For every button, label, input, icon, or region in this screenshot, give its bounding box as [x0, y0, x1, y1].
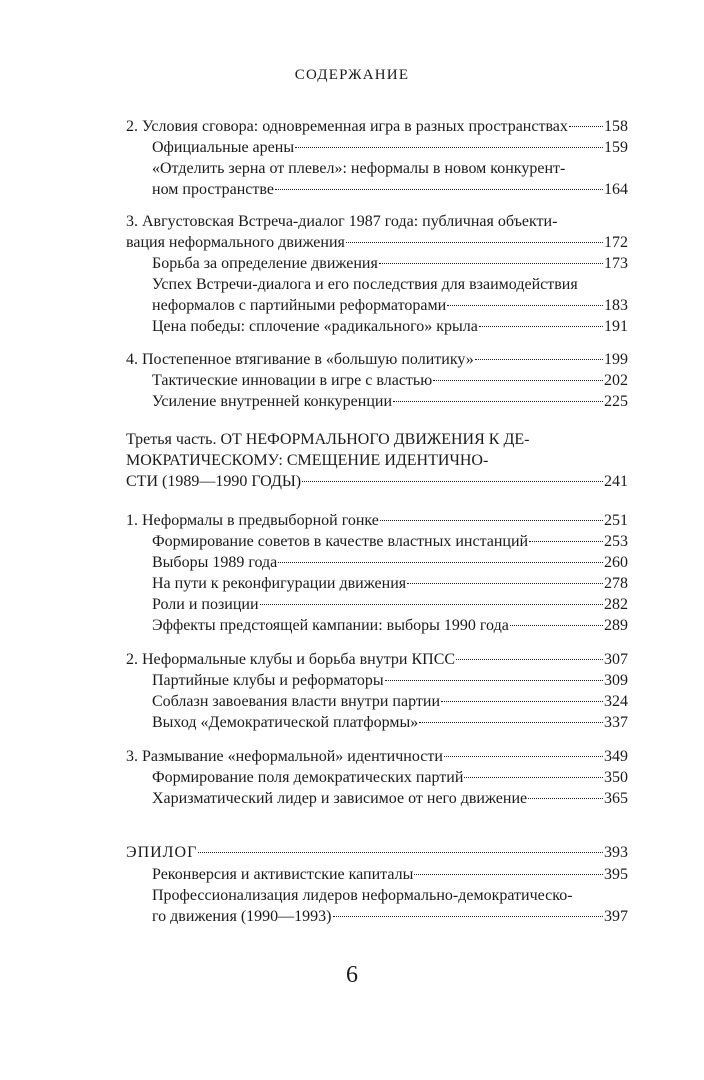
- toc-entry: [152, 573, 628, 595]
- toc-entry: [152, 179, 628, 201]
- toc-entry-page: 199: [604, 351, 628, 368]
- toc-entry-page: 225: [604, 393, 628, 410]
- toc-entry-title: ЭПИЛОГ: [126, 844, 198, 861]
- toc-entry-title: «Отделить зерна от плевел»: неформалы в новом конкурент-: [152, 160, 566, 177]
- toc-entry-title: Официальные арены: [152, 139, 295, 156]
- toc-entry-title: 2. Условия сговора: одновременная игра в разных пространствах: [126, 118, 568, 135]
- toc-entry-page: 251: [604, 512, 628, 529]
- dot-leader: [278, 561, 603, 563]
- dot-leader: [333, 915, 603, 917]
- toc-entry-page: 253: [604, 533, 628, 550]
- toc-entry-continued: [152, 158, 628, 180]
- toc-entry-title: СТИ (1989—1990 ГОДЫ): [126, 473, 302, 490]
- toc-entry-title: Формирование советов в качестве властных инстанций: [152, 533, 529, 550]
- toc-entry-title: 1. Неформалы в предвыборной гонке: [126, 512, 379, 529]
- dot-leader: [419, 721, 603, 723]
- toc-entry-title: Выход «Демократической платформы»: [152, 714, 419, 731]
- toc-entry: [152, 391, 628, 413]
- toc-entry-title: 2. Неформальные клубы и борьба внутри КПСС: [126, 651, 456, 668]
- toc-entry-page: 307: [604, 651, 628, 668]
- toc-entry: [152, 906, 628, 928]
- running-head: СОДЕРЖАНИЕ: [294, 67, 410, 83]
- toc-entry-title: Выборы 1989 года: [152, 554, 278, 571]
- toc-entry: [152, 788, 628, 810]
- toc-entry-page: 350: [604, 769, 628, 786]
- toc-entry: [126, 349, 628, 371]
- toc-entry-title: 3. Августовская Встреча-диалог 1987 года: публичная объекти-: [126, 213, 558, 230]
- toc-entry-page: 289: [604, 617, 628, 634]
- toc-entry: [126, 746, 628, 768]
- toc-entry: [126, 649, 628, 671]
- toc-entry-title: 3. Размывание «неформальной» идентичности: [126, 748, 443, 765]
- toc-entry-page: 278: [604, 575, 628, 592]
- dot-leader: [260, 603, 603, 605]
- toc-entry: [152, 552, 628, 574]
- toc-part-heading: [126, 450, 628, 472]
- toc-entry-title: 4. Постепенное втягивание в «большую политику»: [126, 351, 474, 368]
- dot-leader: [529, 540, 603, 542]
- dot-leader: [510, 624, 603, 626]
- toc-entry: [126, 842, 628, 864]
- dot-leader: [295, 146, 603, 148]
- toc-entry-page: 158: [604, 118, 628, 135]
- toc-entry-page: 172: [604, 234, 628, 251]
- toc-entry-title: неформалов с партийными реформаторами: [152, 297, 447, 314]
- toc-entry-page: 173: [604, 255, 628, 272]
- dot-leader: [346, 241, 603, 243]
- toc-entry-page: 159: [604, 139, 628, 156]
- toc-entry: [152, 864, 628, 886]
- toc-entry: [152, 767, 628, 789]
- toc-entry: [152, 531, 628, 553]
- toc-entry: [126, 510, 628, 532]
- toc-entry: [126, 232, 628, 254]
- toc-entry-title: Борьба за определение движения: [152, 255, 378, 272]
- toc-entry-title: вация неформального движения: [126, 234, 345, 251]
- toc-entry-page: 309: [604, 672, 628, 689]
- toc-entry-title: Харизматический лидер и зависимое от него движение: [152, 790, 528, 807]
- toc-entry-title: МОКРАТИЧЕСКОМУ: СМЕЩЕНИЕ ИДЕНТИЧНО-: [126, 452, 489, 469]
- toc-entry-continued: [126, 211, 628, 233]
- toc-entry-title: Роли и позиции: [152, 596, 259, 613]
- toc-entry: [152, 615, 628, 637]
- toc-entry-page: 282: [604, 596, 628, 613]
- page-number: 6: [346, 962, 358, 988]
- dot-leader: [441, 700, 603, 702]
- dot-leader: [380, 519, 603, 521]
- toc-entry-title: Цена победы: сплочение «радикального» крыла: [152, 318, 478, 335]
- toc-entry-page: 397: [604, 908, 628, 925]
- toc-entry-page: 241: [604, 473, 628, 490]
- toc-entry-title: Реконверсия и активистские капиталы: [152, 866, 414, 883]
- toc-entry-continued: [152, 274, 628, 296]
- toc-entry-page: 183: [604, 297, 628, 314]
- dot-leader: [456, 658, 603, 660]
- toc-entry-page: 395: [604, 866, 628, 883]
- toc-entry-title: Соблазн завоевания власти внутри партии: [152, 693, 440, 710]
- toc-entry-title: Эффекты предстоящей кампании: выборы 1990 года: [152, 617, 509, 634]
- toc-entry-title: Третья часть. ОТ НЕФОРМАЛЬНОГО ДВИЖЕНИЯ К ДЕ-: [126, 431, 530, 448]
- toc-entry: [152, 370, 628, 392]
- toc-entry-title: го движения (1990—1993): [152, 908, 332, 925]
- toc-entry-title: На пути к реконфигурации движения: [152, 575, 407, 592]
- toc-entry-title: Партийные клубы и реформаторы: [152, 672, 384, 689]
- toc-part-heading: [126, 429, 628, 451]
- dot-leader: [393, 400, 603, 402]
- toc-entry-page: 393: [604, 844, 628, 861]
- toc-entry: [152, 253, 628, 275]
- toc-entry: [152, 316, 628, 338]
- toc-entry: [152, 712, 628, 734]
- toc-entry-title: ном пространстве: [152, 181, 274, 198]
- toc-entry-page: 191: [604, 318, 628, 335]
- dot-leader: [407, 582, 603, 584]
- dot-leader: [385, 679, 603, 681]
- dot-leader: [414, 873, 603, 875]
- toc-entry: [152, 137, 628, 159]
- toc-entry-title: Формирование поля демократических партий: [152, 769, 464, 786]
- toc-entry-title: Успех Встречи-диалога и его последствия для взаимодействия: [152, 276, 578, 293]
- dot-leader: [275, 188, 603, 190]
- dot-leader: [302, 480, 603, 482]
- toc-entry-page: 349: [604, 748, 628, 765]
- dot-leader: [569, 125, 603, 127]
- toc-entry: [152, 295, 628, 317]
- dot-leader: [433, 379, 603, 381]
- toc-entry: [126, 471, 628, 493]
- toc-entry-page: 202: [604, 372, 628, 389]
- dot-leader: [528, 797, 603, 799]
- toc-entry-page: 164: [604, 181, 628, 198]
- dot-leader: [475, 358, 603, 360]
- toc-entry-page: 337: [604, 714, 628, 731]
- dot-leader: [198, 851, 603, 853]
- dot-leader: [444, 755, 603, 757]
- toc-entry-title: Профессионализация лидеров неформально-демократическо-: [152, 887, 573, 904]
- toc-entry: [152, 670, 628, 692]
- toc-entry-page: 365: [604, 790, 628, 807]
- toc-entry: [152, 594, 628, 616]
- dot-leader: [447, 304, 603, 306]
- toc-entry-page: 260: [604, 554, 628, 571]
- toc-entry-page: 324: [604, 693, 628, 710]
- toc-entry-title: Усиление внутренней конкуренции: [152, 393, 392, 410]
- dot-leader: [379, 262, 603, 264]
- toc-entry: [152, 691, 628, 713]
- toc-entry-continued: [152, 885, 628, 907]
- toc-entry: [126, 116, 628, 138]
- dot-leader: [464, 776, 603, 778]
- toc-entry-title: Тактические инновации в игре с властью: [152, 372, 433, 389]
- dot-leader: [479, 325, 603, 327]
